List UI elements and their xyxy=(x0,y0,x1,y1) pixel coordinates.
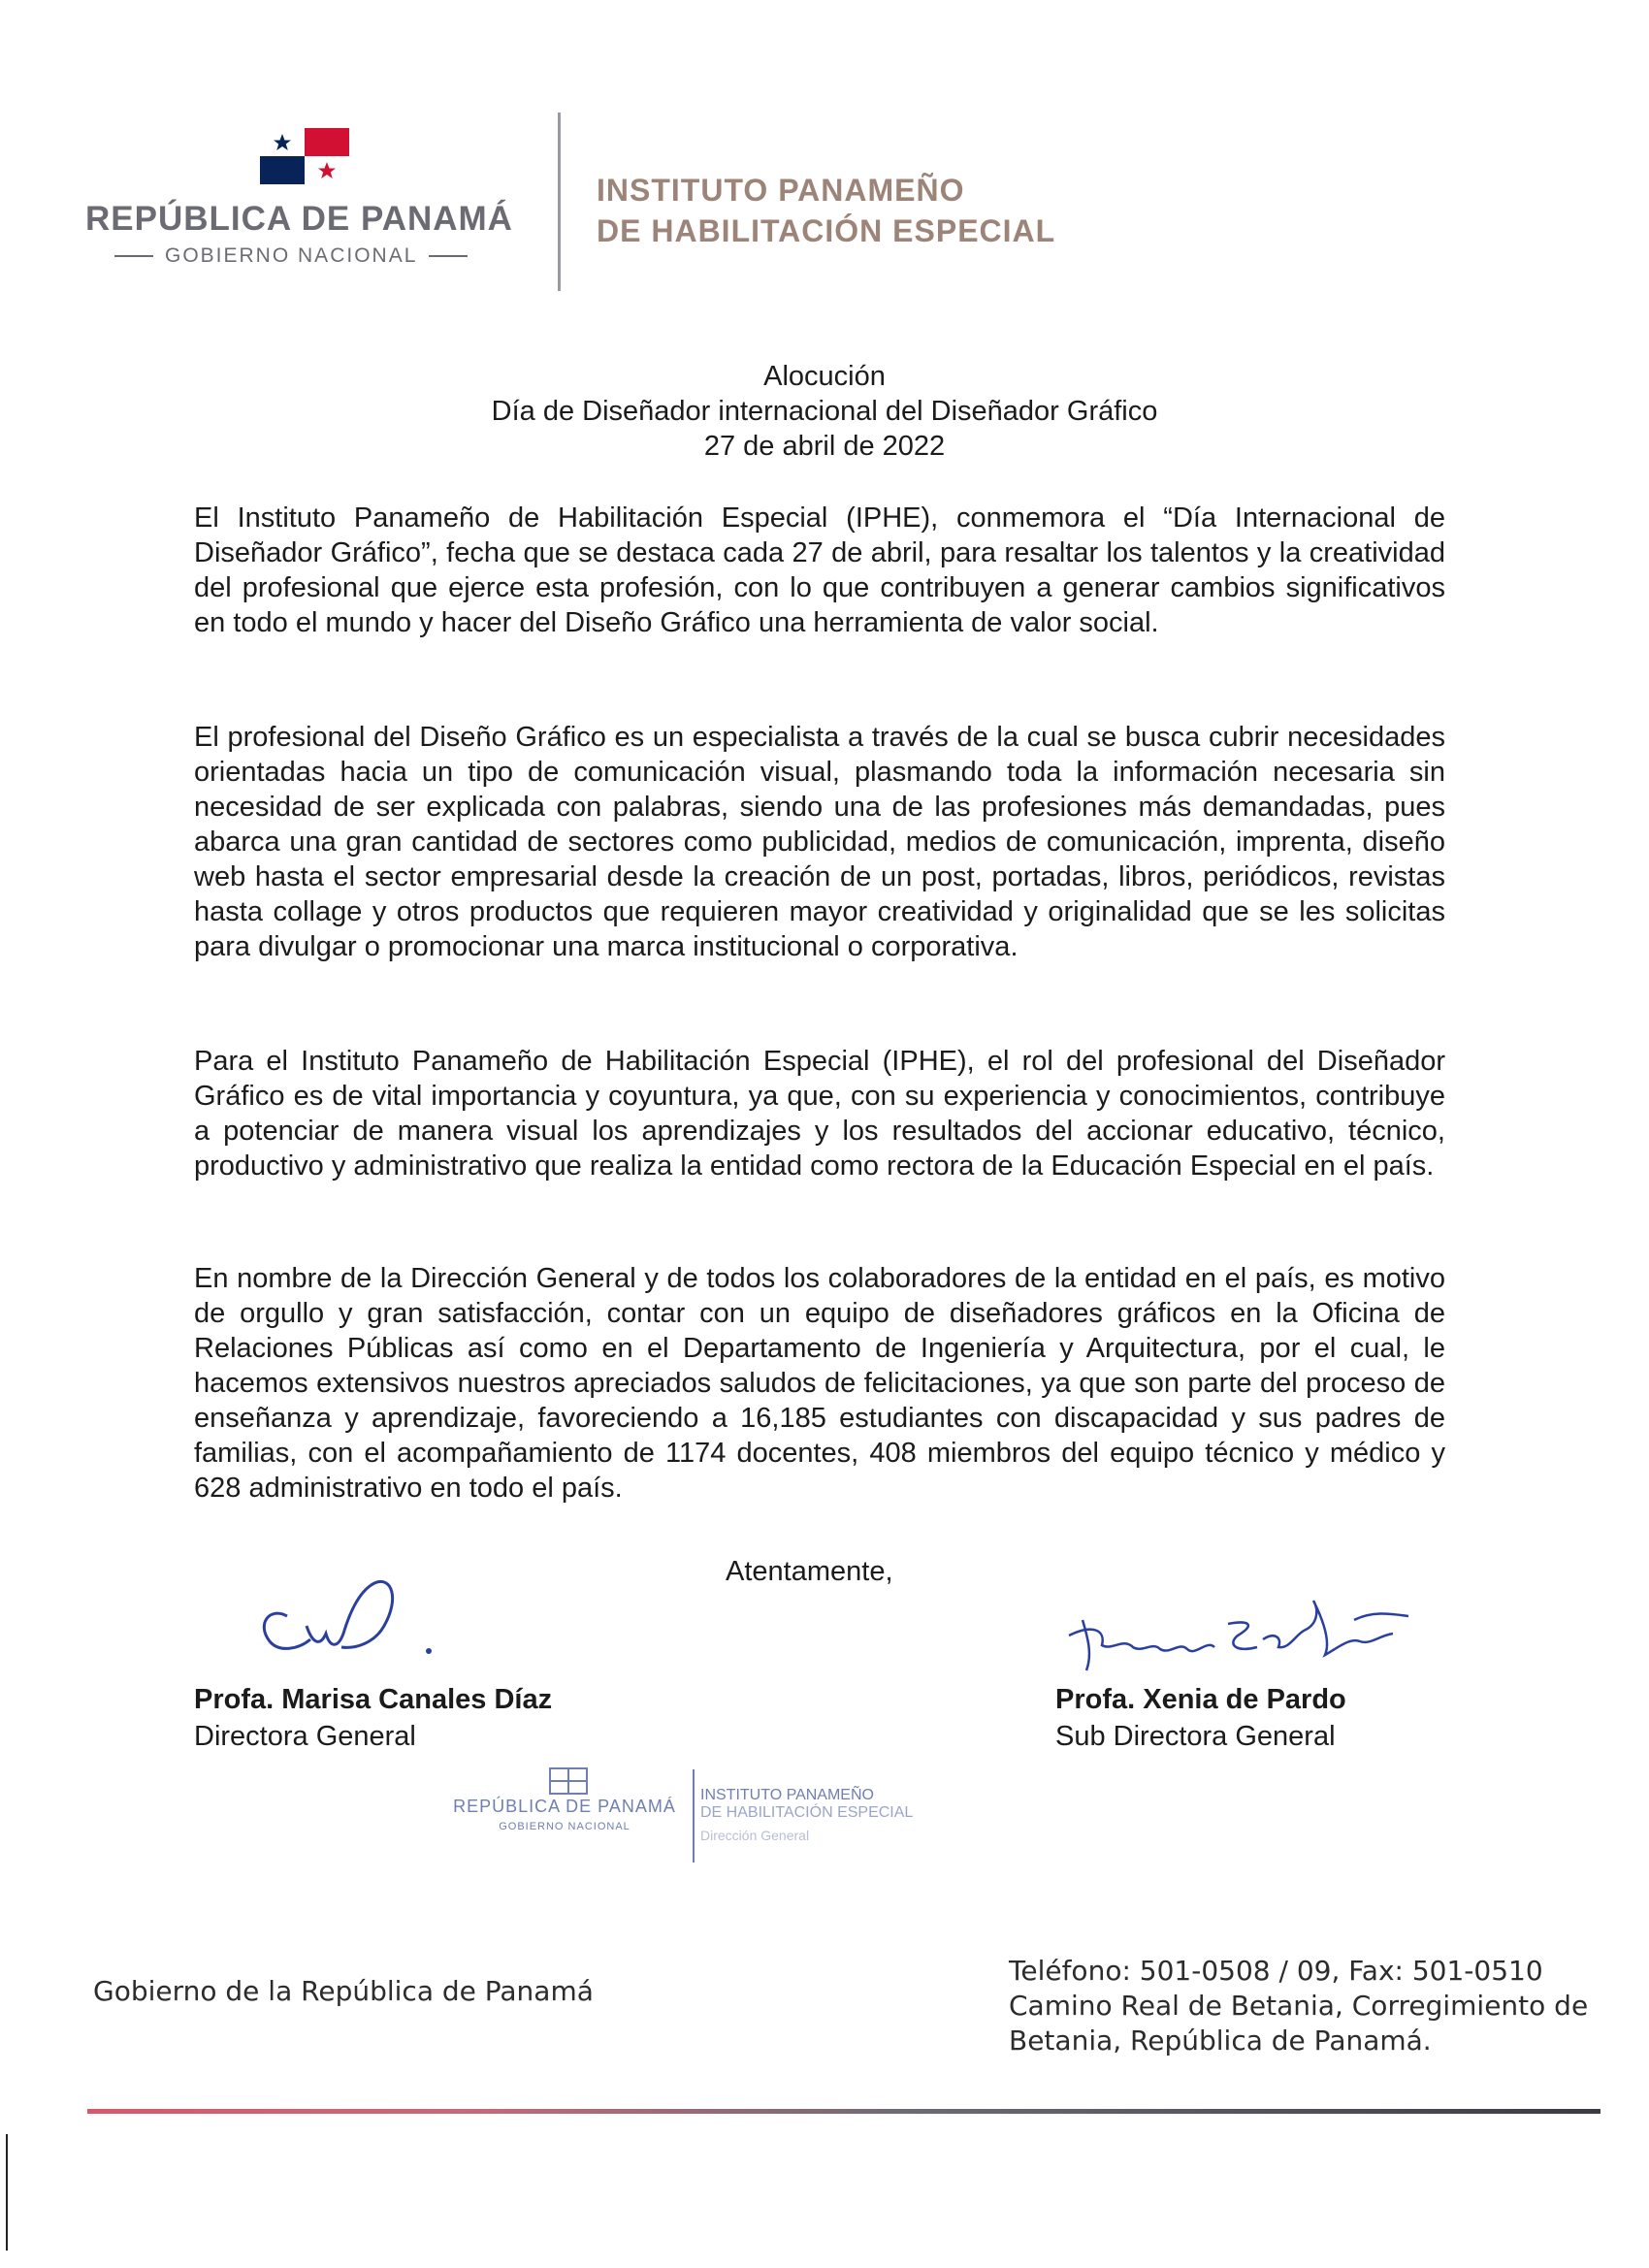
government-subtitle-text: GOBIERNO NACIONAL xyxy=(165,244,418,267)
paragraph xyxy=(194,720,1445,964)
document-title: Alocución xyxy=(763,361,886,392)
margin-mark xyxy=(6,2134,8,2251)
panama-flag-icon xyxy=(260,128,349,184)
stamp-left-title: REPÚBLICA DE PANAMÁ xyxy=(453,1797,676,1816)
closing: Atentamente, xyxy=(726,1556,893,1587)
document-date: 27 de abril de 2022 xyxy=(703,431,946,462)
paragraph xyxy=(194,1261,1445,1506)
stamp-left xyxy=(448,1797,681,1832)
stamp-right-line2: DE HABILITACIÓN ESPECIAL xyxy=(700,1804,914,1821)
stamp-flag-icon xyxy=(549,1767,588,1795)
paragraph xyxy=(194,1044,1445,1183)
footer-rule xyxy=(87,2109,1600,2114)
footer-phone: Teléfono: 501-0508 / 09, Fax: 501-0510 xyxy=(1009,1955,1543,1987)
paragraph-text: El Instituto Panameño de Habilitación Especial (IPHE), conmemora el “Día Internacional de Diseñador Gráfico”, fecha que se destaca cada 27 de abril, para resaltar los talentos y la creatividad del profesional que ejerce esta profesión, con lo que contribuyen a generar cambios significativos en todo el mundo y hacer del Diseño Gráfico una herramienta de valor social. xyxy=(194,502,1445,638)
footer-government: Gobierno de la República de Panamá xyxy=(93,1975,594,2007)
government-subtitle xyxy=(114,244,502,268)
signature-left-name: Profa. Marisa Canales Díaz xyxy=(194,1684,553,1715)
divider xyxy=(429,255,468,257)
stamp-right xyxy=(700,1787,991,1843)
footer-address-line1: Camino Real de Betania, Corregimiento de xyxy=(1009,1990,1589,2022)
stamp-separator xyxy=(693,1769,695,1863)
institute-name-line2: DE HABILITACIÓN ESPECIAL xyxy=(597,213,1056,248)
footer-address-line2: Betania, República de Panamá. xyxy=(1009,2025,1432,2057)
paragraph-text: El profesional del Diseño Gráfico es un especialista a través de la cual se busca cubrir necesidades orientadas hacia un tipo de comunicación visual, plasmando toda la información necesaria sin necesidad de ser explicada con palabras, siendo una de las profesiones más demandadas, pues abarca una gran cantidad de sectores como publicidad, medios de comunicación, imprenta, diseño web hasta el sector empresarial desde la creación de un post, portadas, libros, periódicos, revistas hasta collage y otros productos que requieren mayor creatividad y originalidad que se les solicitas para divulgar o promocionar una marca institucional o corporativa. xyxy=(194,722,1445,962)
stamp-left-subtitle: GOBIERNO NACIONAL xyxy=(499,1821,630,1832)
government-title: REPÚBLICA DE PANAMÁ xyxy=(85,200,513,238)
signature-left-role: Directora General xyxy=(194,1721,416,1752)
institute-name-line1: INSTITUTO PANAMEÑO xyxy=(597,173,965,208)
stamp-right-line3: Dirección General xyxy=(700,1828,810,1843)
signature-right-icon xyxy=(1063,1591,1412,1678)
official-stamp xyxy=(448,1767,991,1864)
signature-left-icon xyxy=(248,1556,442,1663)
paragraph xyxy=(194,501,1445,640)
footer-contact xyxy=(1009,1954,1588,2058)
document-subtitle: Día de Diseñador internacional del Diseñador Gráfico xyxy=(491,396,1158,427)
signature-right-name: Profa. Xenia de Pardo xyxy=(1055,1684,1346,1715)
paragraph-text: Para el Instituto Panameño de Habilitación Especial (IPHE), el rol del profesional del Diseñador Gráfico es de vital importancia y coyuntura, ya que, con su experiencia y conocimientos, contribuye a potenciar de manera visual los aprendizajes y los resultados del accionar educativo, técnico, productivo y administrativo que realiza la entidad como rectora de la Educación Especial en el país. xyxy=(194,1046,1445,1182)
paragraph-text: En nombre de la Dirección General y de todos los colaboradores de la entidad en el país, es motivo de orgullo y gran satisfacción, contar con un equipo de diseñadores gráficos en la Oficina de Relaciones Públicas así como en el Departamento de Ingeniería y Arquitectura, por el cual, le hacemos extensivos nuestros apreciados saludos de felicitaciones, ya que son parte del proceso de enseñanza y aprendizaje, favoreciendo a 16,185 estudiantes con discapacidad y sus padres de familias, con el acompañamiento de 1174 docentes, 408 miembros del equipo técnico y médico y 628 administrativo en todo el país. xyxy=(194,1263,1445,1504)
header-separator xyxy=(558,113,561,291)
signature-right-role: Sub Directora General xyxy=(1055,1721,1336,1752)
stamp-right-line1: INSTITUTO PANAMEÑO xyxy=(700,1787,874,1803)
divider xyxy=(114,255,153,257)
